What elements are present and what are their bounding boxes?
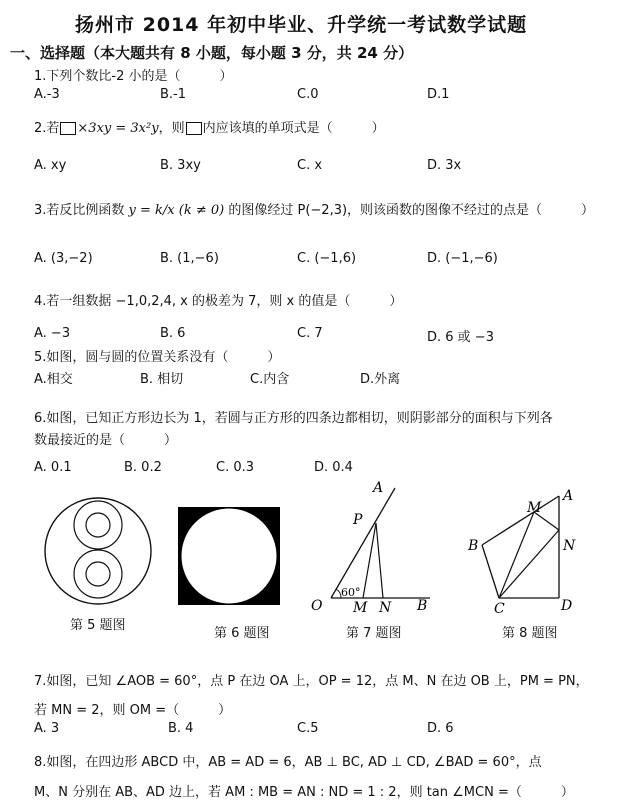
question-7-line1: 7.如图，已知 ∠AOB = 60°，点 P 在边 OA 上，OP = 12，点 M、N 在边 OB 上，PM = PN， (34, 674, 589, 689)
figure-8-caption: 第 8 题图 (502, 626, 558, 641)
q7-option-d: D. 6 (427, 721, 454, 736)
q7-option-a: A. 3 (34, 721, 60, 736)
q3-option-b: B. (1,−6) (160, 251, 219, 266)
figure-7-caption: 第 7 题图 (346, 626, 402, 641)
figure-5-circles (28, 495, 168, 607)
fig8-label-n: N (563, 538, 576, 554)
q6-option-a: A. 0.1 (34, 460, 72, 475)
q2-option-c: C. x (297, 158, 323, 173)
q5-option-a: A.相交 (34, 372, 73, 387)
q4-option-d: D. 6 或 −3 (427, 330, 494, 345)
fig7-label-m: M (353, 600, 368, 616)
q6-option-c: C. 0.3 (216, 460, 255, 475)
section-heading: 一、选择题（本大题共有 8 小题，每小题 3 分，共 24 分） (10, 44, 414, 62)
q3-option-c: C. (−1,6) (297, 251, 357, 266)
q2-option-d: D. 3x (427, 158, 462, 173)
question-4-stem: 4.若一组数据 −1,0,2,4, x 的极差为 7，则 x 的值是（ ） (34, 294, 403, 309)
question-8-line2: M、N 分别在 AB、AD 边上，若 AM : MB = AN : ND = 1 : 2，则 tan ∠MCN =（ ） (34, 785, 574, 800)
q6-option-d: D. 0.4 (314, 460, 353, 475)
question-6-line1: 6.如图，已知正方形边长为 1，若圆与正方形的四条边都相切，则阴影部分的面积与下列各 (34, 411, 553, 426)
q7-option-b: B. 4 (168, 721, 194, 736)
figure-7-angle (305, 478, 440, 618)
q3-option-d: D. (−1,−6) (427, 251, 498, 266)
question-2-stem (34, 117, 385, 136)
fig8-label-b: B (468, 538, 479, 554)
q4-option-c: C. 7 (297, 326, 323, 341)
question-3-stem (34, 199, 594, 218)
question-1-stem: 1.下列个数比-2 小的是（ ） (34, 69, 233, 84)
q1-option-d: D.1 (427, 87, 450, 102)
fig7-label-a: A (373, 480, 384, 496)
fig8-label-d: D (561, 598, 573, 614)
q2-option-a: A. xy (34, 158, 67, 173)
question-7-line2: 若 MN = 2，则 OM =（ ） (34, 703, 232, 718)
fig8-label-m: M (527, 500, 542, 516)
fig7-label-n: N (379, 600, 392, 616)
q1-option-b: B.-1 (160, 87, 187, 102)
question-5-stem: 5.如图，圆与圆的位置关系没有（ ） (34, 350, 281, 365)
q3-suffix: 的图像经过 P(−2,3)，则该函数的图像不经过的点是（ ） (228, 203, 595, 218)
question-6-line2: 数最接近的是（ ） (34, 433, 178, 448)
figure-5-caption: 第 5 题图 (70, 618, 126, 633)
q1-option-a: A.-3 (34, 87, 60, 102)
q2-middle: ，则 (158, 121, 185, 136)
q2-expression: ×3xy = 3x²y (77, 121, 159, 136)
fig8-label-c: C (494, 601, 505, 617)
figure-8-quadrilateral (462, 478, 587, 618)
q2-prefix: 2.若 (34, 121, 60, 136)
fig7-angle-label: 60° (341, 586, 361, 599)
q7-option-c: C.5 (297, 721, 319, 736)
blank-box (186, 122, 202, 135)
q3-function: y = k/x (k ≠ 0) (128, 203, 225, 218)
q2-suffix: 内应该填的单项式是（ ） (202, 121, 385, 136)
figure-6-square-circle (176, 505, 282, 607)
figure-6-caption: 第 6 题图 (214, 626, 270, 641)
q5-option-c: C.内含 (250, 372, 290, 387)
q4-option-b: B. 6 (160, 326, 186, 341)
q5-option-b: B. 相切 (140, 372, 184, 387)
q5-option-d: D.外离 (360, 372, 401, 387)
question-8-line1: 8.如图，在四边形 ABCD 中，AB = AD = 6，AB ⊥ BC, AD ⊥ CD, ∠BAD = 60°，点 (34, 755, 542, 770)
fig7-label-o: O (311, 598, 323, 614)
page-title: 扬州市 2014 年初中毕业、升学统一考试数学试题 (75, 14, 528, 36)
fig7-label-b: B (417, 598, 428, 614)
q6-option-b: B. 0.2 (124, 460, 162, 475)
q4-option-a: A. −3 (34, 326, 71, 341)
fig7-label-p: P (353, 512, 363, 528)
q2-option-b: B. 3xy (160, 158, 201, 173)
blank-box (60, 122, 76, 135)
q3-option-a: A. (3,−2) (34, 251, 93, 266)
q3-prefix: 3.若反比例函数 (34, 203, 125, 218)
q1-option-c: C.0 (297, 87, 319, 102)
fig8-label-a: A (563, 488, 574, 504)
